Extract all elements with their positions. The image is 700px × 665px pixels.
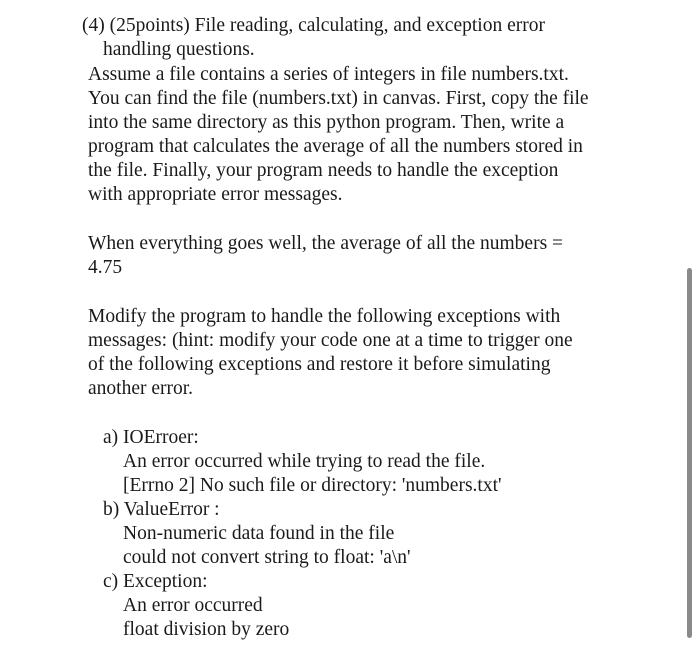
modify-line: another error.	[88, 378, 194, 399]
expected-line: When everything goes well, the average of all the numbers =	[88, 233, 564, 254]
exception-message: Non-numeric data found in the file	[123, 523, 395, 544]
exception-message: An error occurred	[123, 595, 263, 616]
vertical-scrollbar[interactable]	[687, 268, 692, 638]
exception-message: could not convert string to float: 'a\n'	[123, 547, 411, 568]
intro-line: program that calculates the average of all the numbers stored in	[88, 136, 583, 157]
modify-line: of the following exceptions and restore it before simulating	[88, 354, 551, 375]
exception-label: a) IOErroer:	[103, 427, 199, 448]
exception-message: An error occurred while trying to read the file.	[123, 451, 486, 472]
intro-line: into the same directory as this python program. Then, write a	[88, 112, 565, 133]
exception-message: [Errno 2] No such file or directory: 'numbers.txt'	[123, 475, 502, 496]
exception-label: c) Exception:	[103, 571, 208, 592]
exception-label: b) ValueError :	[103, 499, 220, 520]
modify-line: messages: (hint: modify your code one at a time to trigger one	[88, 330, 573, 351]
question-header-continued: handling questions.	[103, 39, 255, 60]
exception-message: float division by zero	[123, 619, 290, 640]
intro-line: You can find the file (numbers.txt) in canvas. First, copy the file	[88, 88, 589, 109]
intro-line: Assume a file contains a series of integers in file numbers.txt.	[88, 64, 569, 85]
expected-value: 4.75	[88, 257, 123, 278]
intro-line: the file. Finally, your program needs to handle the exception	[88, 160, 559, 181]
question-header: (4) (25points) File reading, calculating, and exception error	[82, 15, 545, 36]
intro-line: with appropriate error messages.	[88, 184, 343, 205]
modify-line: Modify the program to handle the following exceptions with	[88, 306, 561, 327]
